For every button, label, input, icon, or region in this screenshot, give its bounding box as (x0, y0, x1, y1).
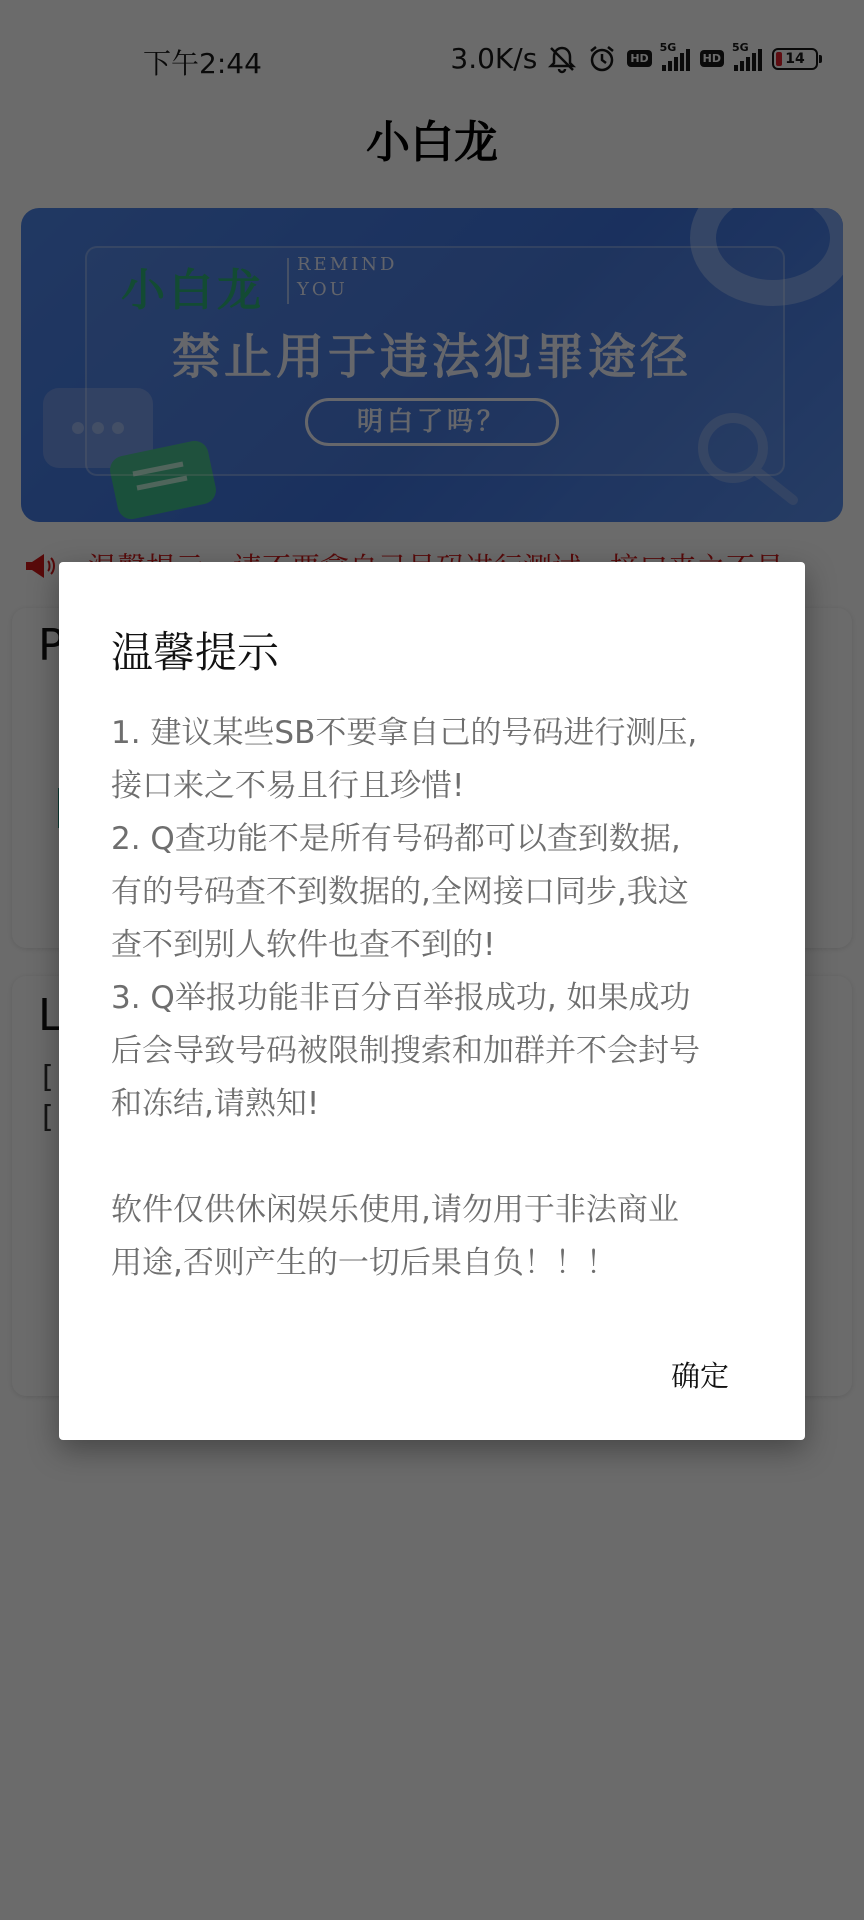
confirm-button[interactable]: 确定 (670, 1359, 729, 1393)
notice-dialog (59, 562, 805, 1440)
dialog-title: 温馨提示 (111, 628, 280, 677)
dialog-message: 1. 建议某些SB不要拿自己的号码进行测压, 接口来之不易且行且珍惜! 2. Q查功能不是所有号码都可以查到数据, 有的号码查不到数据的,全网接口同步,我这 查不到别人软件也查不到的! 3. Q举报功能非百分百举报成功, 如果成功 后会导致号码被限制搜索和加群并不会封号 和冻结,请熟知! 软件仅供休闲娱乐使用,请勿用于非法商业 用途,否则产生的一切后果自负！！！ (111, 715, 700, 1281)
